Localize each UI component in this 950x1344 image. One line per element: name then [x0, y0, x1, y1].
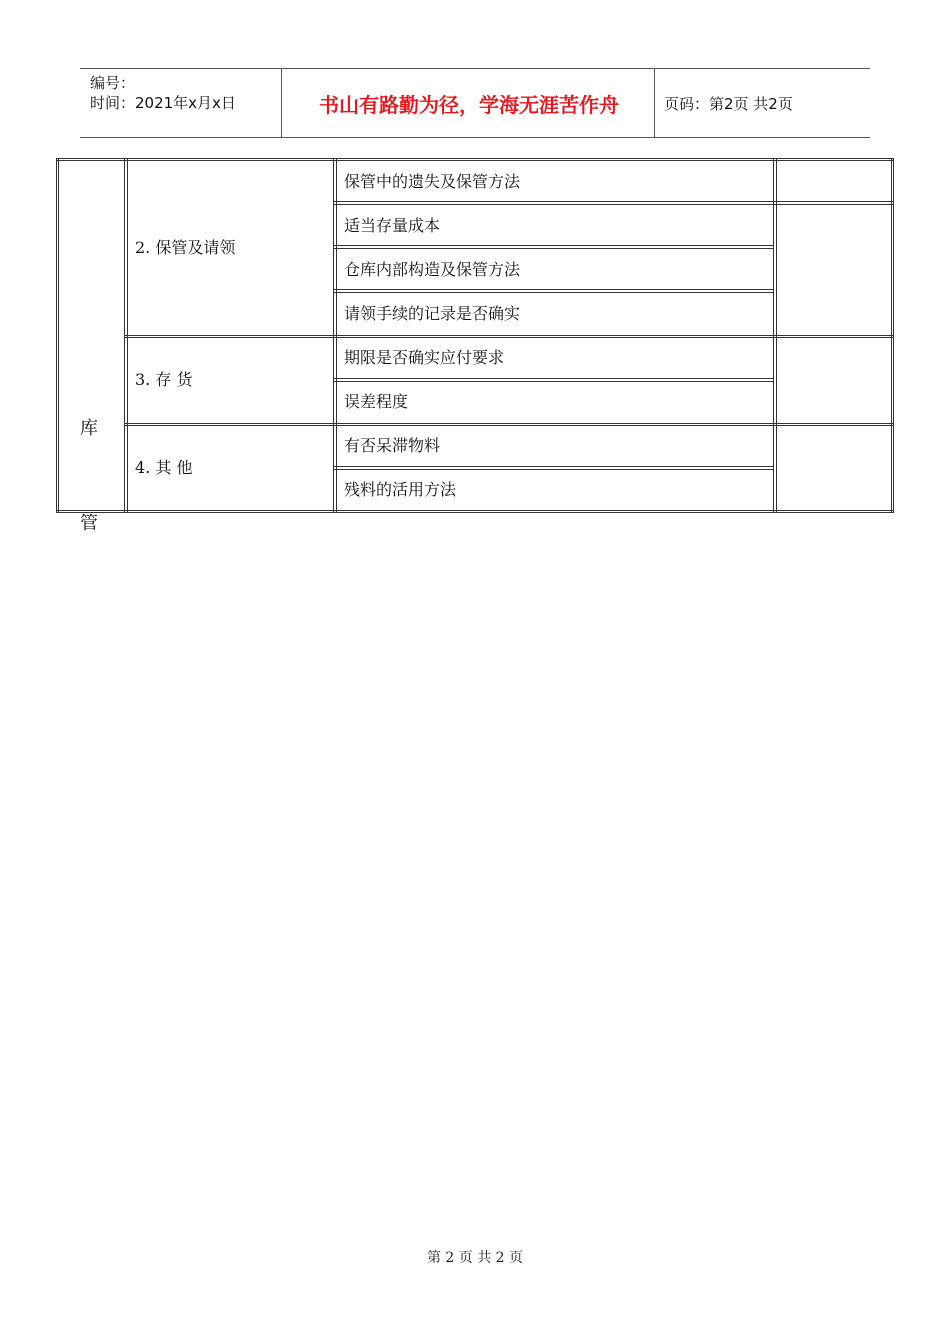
row-divider — [334, 248, 774, 249]
inspection-table — [56, 158, 894, 512]
group-label-storage: 2. 保管及请领 — [135, 238, 236, 257]
category-char: 库 — [80, 418, 98, 439]
row-divider — [334, 201, 774, 202]
group-divider — [125, 425, 893, 426]
group-label-other: 4. 其 他 — [135, 458, 193, 477]
row-divider — [334, 292, 774, 293]
group-divider — [125, 337, 893, 338]
check-item: 适当存量成本 — [344, 216, 441, 235]
check-item: 保管中的遗失及保管方法 — [344, 172, 521, 191]
table-border — [56, 160, 894, 161]
check-item: 仓库内部构造及保管方法 — [344, 260, 521, 279]
group-divider — [125, 335, 893, 336]
row-divider — [334, 204, 774, 205]
remarks-divider — [774, 204, 893, 205]
check-item: 误差程度 — [344, 392, 409, 411]
remarks-divider — [774, 201, 893, 202]
table-border — [56, 512, 894, 513]
row-divider — [334, 466, 774, 467]
table-border — [56, 510, 894, 511]
page-footer: 第 2 页 共 2 页 — [426, 1250, 524, 1266]
document-date: 时间：2021年x月x日 — [90, 94, 236, 112]
row-divider — [334, 245, 774, 246]
page-header — [80, 68, 870, 138]
table-border — [893, 158, 894, 513]
row-divider — [334, 289, 774, 290]
row-divider — [334, 469, 774, 470]
check-item: 残料的活用方法 — [344, 480, 457, 499]
document-number-label: 编号： — [90, 74, 136, 92]
category-char: 管 — [80, 513, 98, 534]
row-divider — [334, 381, 774, 382]
group-divider — [125, 423, 893, 424]
header-page-info: 页码：第2页 共2页 — [664, 94, 793, 113]
header-divider — [281, 69, 282, 137]
header-motto: 书山有路勤为径，学海无涯苦作舟 — [319, 92, 619, 117]
table-border — [56, 158, 57, 513]
group-label-inventory: 3. 存 货 — [135, 370, 193, 389]
check-item: 有否呆滞物料 — [344, 436, 441, 455]
table-border — [56, 158, 894, 159]
row-divider — [334, 378, 774, 379]
check-item: 请领手续的记录是否确实 — [344, 304, 521, 323]
header-meta — [90, 73, 236, 113]
table-border — [58, 158, 59, 513]
check-item: 期限是否确实应付要求 — [344, 348, 505, 367]
